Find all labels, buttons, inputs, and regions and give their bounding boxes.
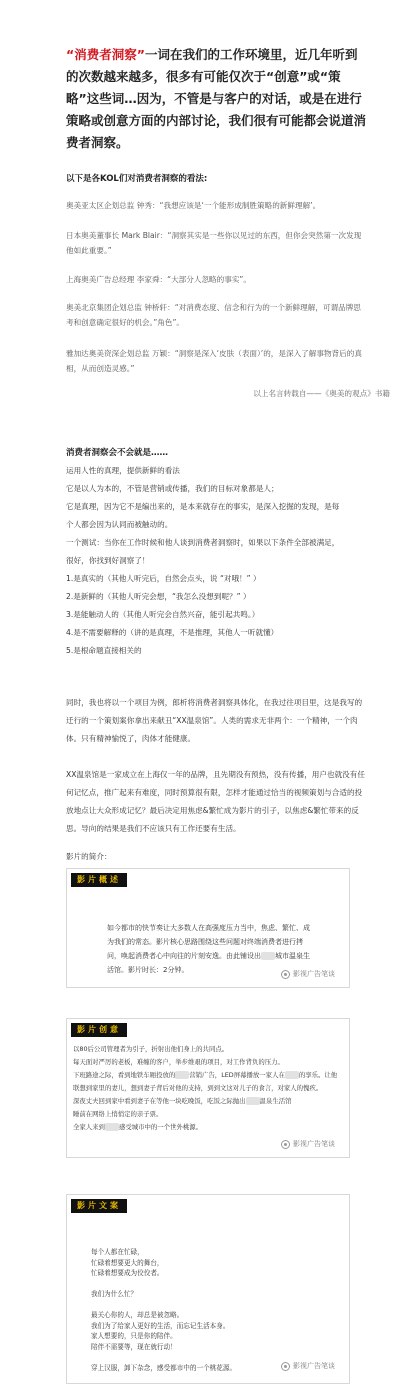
card-footer-text: 影视广告笔谈	[293, 1362, 335, 1370]
redacted-mark	[261, 952, 275, 960]
card-body	[67, 1247, 349, 1373]
card-line	[91, 1300, 349, 1311]
wechat-icon	[281, 970, 290, 979]
card-line: 每个人都在忙碌，	[91, 1248, 144, 1256]
list-item: 个人都会因为认同而被触动的。	[66, 520, 173, 529]
kol-quote: 奥美北京集团企划总监 钟桥轩：“对消费态度、信念和行为的一个新鲜理解，可谓品牌思考和创意确定很好的机会。”角色”。	[66, 303, 361, 327]
video-intro-label	[66, 848, 366, 866]
card-line	[73, 1121, 349, 1134]
project-paragraph	[66, 766, 366, 838]
kol-quote: 奥美亚太区企划总监 钟秀：“我想应该是‘一个能形成制胜策略的新鲜理解’。	[66, 201, 321, 210]
card-footer-text: 影视广告笔谈	[293, 1140, 335, 1148]
card-footer-text: 影视广告笔谈	[293, 970, 335, 978]
card-line: 如今都市的快节奏让大多数人在高强度压力当中，焦虑、繁忙、成	[107, 924, 310, 932]
video-overview-card	[66, 868, 350, 988]
list-item: 3.是能触动人的（其他人听完会自然兴奋，能引起共鸣。）	[66, 610, 260, 619]
kol-quote: 雅加达奥美资深企划总监 万颖：“洞察是深入‘皮肤（表面）’的，是深入了解事物背后的真相，从而创造灵感。”	[66, 349, 362, 373]
list-item: 1.是真实的（其他人听完后，自然会点头，说 “对哦！” ）	[66, 574, 261, 583]
card-line: 穿上汉服，卸下杂念，感受都市中的一个桃花源。	[91, 1363, 237, 1372]
intro-highlight: “消费者洞察”	[66, 47, 145, 62]
insight-criteria-list	[66, 462, 366, 660]
card-line: 睡前在网络上悄悄定的亲子票。	[73, 1110, 163, 1118]
list-item: 2.是新鲜的（其他人听完会想，“我怎么没想到呢？” ）	[66, 592, 251, 601]
list-item: 运用人性的真理，提供新鲜的看法	[66, 466, 180, 475]
video-intro-text: 影片的简介：	[66, 852, 112, 861]
card-line: 我们为什么忙？	[91, 1290, 138, 1298]
kol-quote: 日本奥美董事长 Mark Blair：“洞察其实是一些你以见过的东西，但你会突然第一次发现他如此重要。”	[66, 231, 362, 255]
project-paragraph	[66, 694, 366, 748]
redacted-mark	[246, 1097, 260, 1105]
card-line: 活馆。影片时长：2分钟。	[107, 966, 189, 974]
card-line	[91, 1279, 349, 1290]
card-line: 忙碌着想要成为佼佼者。	[91, 1269, 164, 1277]
card-line: 每天面对严厉的老板，难缠的客户，举步维艰的项目，对工作背负的压力。	[73, 1058, 284, 1066]
project-text: XX温泉馆是一家成立在上海仅一年的品牌，且先期没有预热，没有传播，用户也就没有任何记忆点，推广起来有难度，同时预算很有限，怎样才能通过恰当的视频策划与合适的投放地点让大众形成记忆？最后决定用焦虑&繁忙成为影片的引子，以焦虑&繁忙带来的反思。导向的结果是我们不应该只有工作还要有生活。	[66, 770, 365, 833]
card-line-text: 营销广告，LED屏幕播放一家人在	[189, 1071, 285, 1079]
kol-section-title: 以下是各KOL们对消费者洞察的看法:	[66, 174, 208, 184]
card-tag: 影片文案	[71, 1199, 127, 1213]
card-line: 陪伴不需要等，现在就行动！	[91, 1342, 177, 1351]
video-copy-card	[66, 1194, 350, 1384]
card-line	[73, 1095, 349, 1108]
card-line-text: 深夜丈夫回到家中看到妻子在等他一块吃晚饭，吃饭之际抛出	[73, 1097, 246, 1105]
quote-source: 以上名言转载自——《奥美的观点》书籍	[253, 389, 390, 398]
card-line-text: 的享乐。让他	[298, 1071, 338, 1079]
card-tag: 影片概述	[71, 873, 127, 887]
redacted-mark	[285, 1071, 299, 1079]
card-body	[67, 1043, 349, 1134]
card-line-text: 下班路途之际，看到地铁车厢投放的	[73, 1071, 176, 1079]
list-item: 一个测试：当你在工作时候和他人谈到消费者洞察时，如果以下条件全部被满足，	[66, 538, 340, 547]
card-line	[107, 949, 349, 963]
insight-section-title: 消费者洞察会不会就是……	[66, 448, 169, 458]
list-item: 它是以人为本的，不管是营销或传播，我们的目标对象都是人；	[66, 484, 279, 493]
card-line: 我们为了给家人更好的生活，而忘记生活本身。	[91, 1321, 230, 1330]
card-line: 家人想要的，只是你的陪伴。	[91, 1332, 177, 1340]
list-item: 4.是不需要解释的（讲的是真理，不是推理，其他人一听就懂）	[66, 628, 279, 637]
card-line: 最关心你的人，却总是被忽略。	[91, 1311, 184, 1319]
card-line-text: 全家人来到	[73, 1123, 105, 1131]
intro-text: 一词在我们的工作环境里，近几年听到的次数越来越多，很多有可能仅次于“创意”或“策略”这些词…因为，不管是与客户的对话，或是在进行策略或创意方面的内部讨论，我们很有可能都会说道消费者洞察。	[66, 47, 367, 150]
card-footer	[281, 969, 335, 979]
kol-quote: 上海奥美广告总经理 李家舜：“大部分人忽略的事实”。	[66, 275, 251, 284]
project-text: 同时，我也将以一个项目为例，郎析将消费者洞察具体化，在我过往项目里，这是我写的迁行的一个策划案你拿出来献丑“XX温泉馆”。人类的需求无非两个：一个精神，一个肉体。只有精神愉悦了，肉体才能健康。	[66, 698, 363, 743]
card-line-text: 温泉生活馆	[259, 1097, 292, 1105]
wechat-icon	[281, 1140, 290, 1149]
card-line: 以80后公司管理者为引子，折射出他们身上的共同点。	[73, 1045, 229, 1053]
redacted-mark	[105, 1123, 119, 1131]
card-line-text: 感受城市中的一个世外桃源。	[118, 1123, 203, 1131]
card-line-text: 城市温泉生	[275, 952, 310, 960]
card-line-text: 问，唤起消费者心中向往的片刻安逸。由此铺设出	[107, 952, 261, 960]
intro-paragraph	[66, 44, 366, 154]
card-line: 为我们的常态。影片核心思路围绕这些问题对终端消费者进行拷	[107, 938, 303, 946]
card-line	[73, 1069, 349, 1082]
card-tag: 影片创意	[71, 1023, 127, 1037]
card-footer	[281, 1139, 335, 1149]
list-item: 它是真理，因为它不是编出来的，是本来就存在的事实，是深入挖掘的发现，是每	[66, 502, 340, 511]
wechat-icon	[281, 1362, 290, 1371]
video-creative-card	[66, 1018, 350, 1158]
card-footer	[281, 1361, 335, 1371]
list-item: 5.是根命题直接相关的	[66, 646, 142, 655]
list-item: 很好，你找到好洞察了！	[66, 556, 150, 565]
card-line: 联想到家里的妻儿，想到妻子背后对他的支持，到到文这对儿子的食言，对家人的愧疚。	[73, 1084, 323, 1092]
redacted-mark	[175, 1071, 189, 1079]
card-line: 忙碌着想要更大的舞台，	[91, 1258, 164, 1267]
